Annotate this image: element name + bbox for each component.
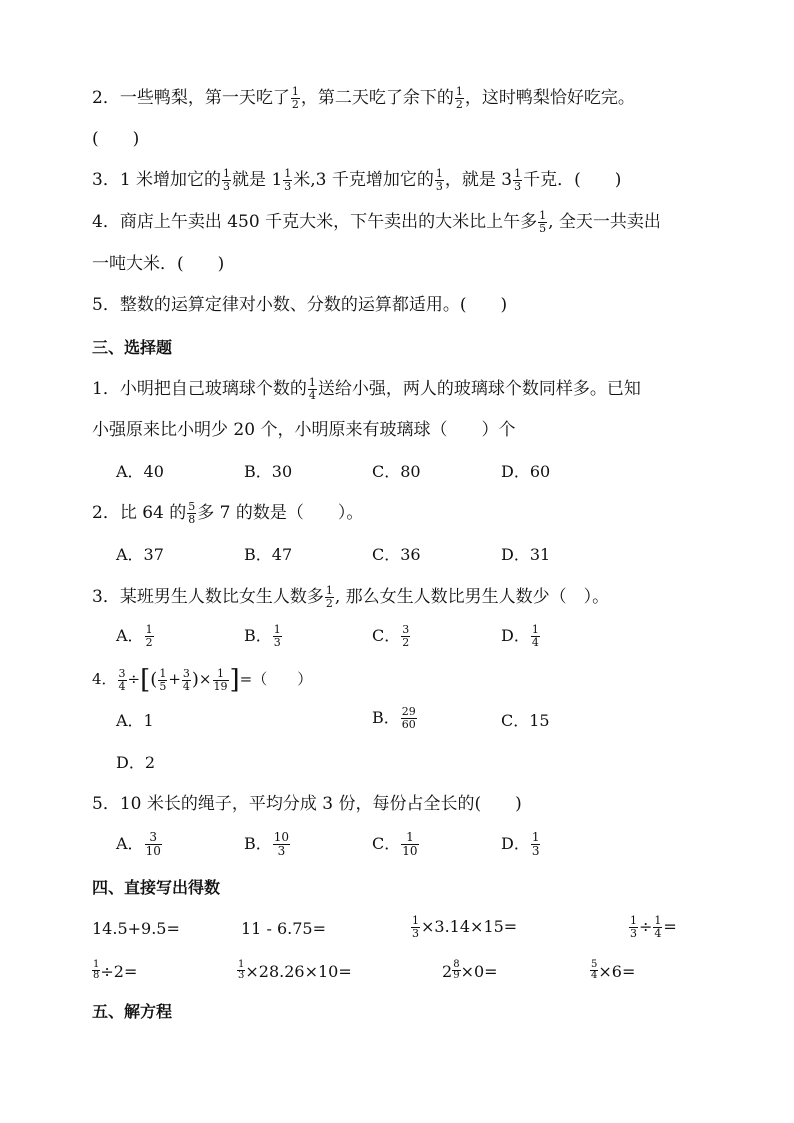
judge-question-2 <box>92 86 635 111</box>
option-a[interactable]: A．40 <box>116 462 164 481</box>
fraction: $\frac{1}{3}$ <box>412 914 419 940</box>
calc-item: $\frac{5}{4}$ ×6= <box>591 959 636 981</box>
option-a[interactable]: A．37 <box>116 545 164 564</box>
fraction: $\frac{1}{3}$ <box>514 167 522 193</box>
option-c[interactable]: C．36 <box>372 545 421 564</box>
judge-question-3: 3．1 米增加它的 $\frac{1}{3}$ 就是 1 $\frac{1}{3}$ 米,3 千克增加它的 $\frac{1}{3}$ ，就是 3 $\frac{1}{3}$ 千克．( ) <box>92 167 622 193</box>
calc-item: $\frac{1}{3}$ ×28.26×10= <box>238 959 352 981</box>
calc-item: 11 - 6.75= <box>241 919 326 938</box>
option-a[interactable]: A． $\frac{3}{10}$ <box>116 830 161 858</box>
answer-paren[interactable]: ( ) <box>92 129 140 149</box>
fraction: $\frac{1}{2}$ <box>291 85 299 111</box>
choice-question-1: 1．小明把自己玻璃球个数的 $\frac{1}{4}$ 送给小强，两人的玻璃球个数同样多。已知 <box>92 376 641 402</box>
fraction: $\frac{5}{8}$ <box>188 500 196 526</box>
fraction: $\frac{10}{3}$ <box>273 830 290 858</box>
fraction: $\frac{1}{3}$ <box>531 830 540 858</box>
calc-item: $\frac{1}{8}$ ÷2= <box>93 959 138 981</box>
choice-question-2: 2．比 64 的 $\frac{5}{8}$ 多 7 的数是（ ）。 <box>92 500 364 526</box>
fraction: $\frac{3}{4}$ <box>182 666 190 693</box>
option-c[interactable]: C． $\frac{3}{2}$ <box>372 623 410 649</box>
option-d[interactable]: D． $\frac{1}{4}$ <box>501 623 539 649</box>
option-c[interactable]: C．15 <box>501 711 550 730</box>
section-title: 四、直接写出得数 <box>92 878 221 897</box>
fraction: $\frac{1}{19}$ <box>213 666 228 693</box>
choice-question-1-cont: 小强原来比小明少 20 个，小明原来有玻璃球（ ）个 <box>92 420 516 440</box>
option-b[interactable]: B． $\frac{29}{60}$ <box>372 705 416 731</box>
fraction: $\frac{1}{3}$ <box>435 167 443 193</box>
option-d[interactable]: D． $\frac{1}{3}$ <box>501 830 540 858</box>
fraction: $\frac{1}{3}$ <box>630 914 637 940</box>
fraction: $\frac{1}{4}$ <box>308 376 316 402</box>
fraction: $\frac{3}{2}$ <box>402 623 410 649</box>
fraction: $\frac{1}{3}$ <box>273 623 281 649</box>
option-a[interactable]: A． $\frac{1}{2}$ <box>116 623 153 649</box>
fraction: $\frac{1}{3}$ <box>223 167 231 193</box>
option-b[interactable]: B．30 <box>244 462 293 481</box>
text: ，这时鸭梨恰好吃完。 <box>464 88 635 108</box>
fraction: $\frac{8}{9}$ <box>453 959 460 981</box>
section-title: 三、选择题 <box>92 338 173 357</box>
calc-item: $\frac{1}{3}$ ÷ $\frac{1}{4}$ = <box>630 914 677 940</box>
fraction: $\frac{1}{4}$ <box>654 914 662 940</box>
option-d[interactable]: D．60 <box>501 462 551 481</box>
calc-item: 2 $\frac{8}{9}$ ×0= <box>442 959 498 981</box>
text: ，第二天吃了余下的 <box>300 88 454 108</box>
fraction: $\frac{1}{8}$ <box>93 959 100 981</box>
judge-question-4-cont: 一吨大米．( ) <box>92 254 225 274</box>
fraction: $\frac{1}{2}$ <box>325 584 333 610</box>
choice-question-5: 5．10 米长的绳子，平均分成 3 份，每份占全长的( ) <box>92 794 522 814</box>
fraction: $\frac{29}{60}$ <box>401 705 416 731</box>
option-a[interactable]: A．1 <box>116 711 154 730</box>
option-b[interactable]: B．47 <box>244 545 293 564</box>
calc-item: $\frac{1}{3}$ ×3.14×15= <box>412 914 518 940</box>
fraction: $\frac{3}{10}$ <box>145 830 161 858</box>
fraction: $\frac{3}{4}$ <box>118 666 126 693</box>
judge-question-5: 5．整数的运算定律对小数、分数的运算都适用。( ) <box>92 295 508 315</box>
fraction: $\frac{1}{2}$ <box>145 623 153 649</box>
fraction: $\frac{1}{3}$ <box>238 959 245 981</box>
fraction: $\frac{1}{5}$ <box>539 209 547 235</box>
option-c[interactable]: C．80 <box>372 462 421 481</box>
choice-question-3: 3．某班男生人数比女生人数多 $\frac{1}{2}$ , 那么女生人数比男生人数少（ ）。 <box>92 584 610 610</box>
fraction: $\frac{1}{10}$ <box>402 830 418 858</box>
text: 2．一些鸭梨，第一天吃了 <box>92 88 290 108</box>
section-title: 五、解方程 <box>92 1002 173 1021</box>
choice-question-4: 4． $\frac{3}{4}$ ÷[( $\frac{1}{5}$ + $\frac{3}{4}$ )× $\frac{1}{19}$ ]=（ ） <box>92 665 313 695</box>
right-bracket: ] <box>229 665 240 695</box>
left-bracket: [ <box>140 665 151 695</box>
fraction: $\frac{1}{3}$ <box>284 167 292 193</box>
fraction: $\frac{1}{4}$ <box>531 623 539 649</box>
fraction: $\frac{5}{4}$ <box>591 959 598 981</box>
option-d[interactable]: D．2 <box>116 753 156 772</box>
fraction: $\frac{1}{5}$ <box>159 666 167 693</box>
option-d[interactable]: D．31 <box>501 545 551 564</box>
option-b[interactable]: B． $\frac{1}{3}$ <box>244 623 281 649</box>
option-c[interactable]: C． $\frac{1}{10}$ <box>372 830 418 858</box>
calc-item: 14.5+9.5= <box>92 919 180 938</box>
option-b[interactable]: B． $\frac{10}{3}$ <box>244 830 290 858</box>
judge-question-4: 4．商店上午卖出 450 千克大米，下午卖出的大米比上午多 $\frac{1}{5}$ , 全天一共卖出 <box>92 209 661 235</box>
fraction: $\frac{1}{2}$ <box>455 85 463 111</box>
